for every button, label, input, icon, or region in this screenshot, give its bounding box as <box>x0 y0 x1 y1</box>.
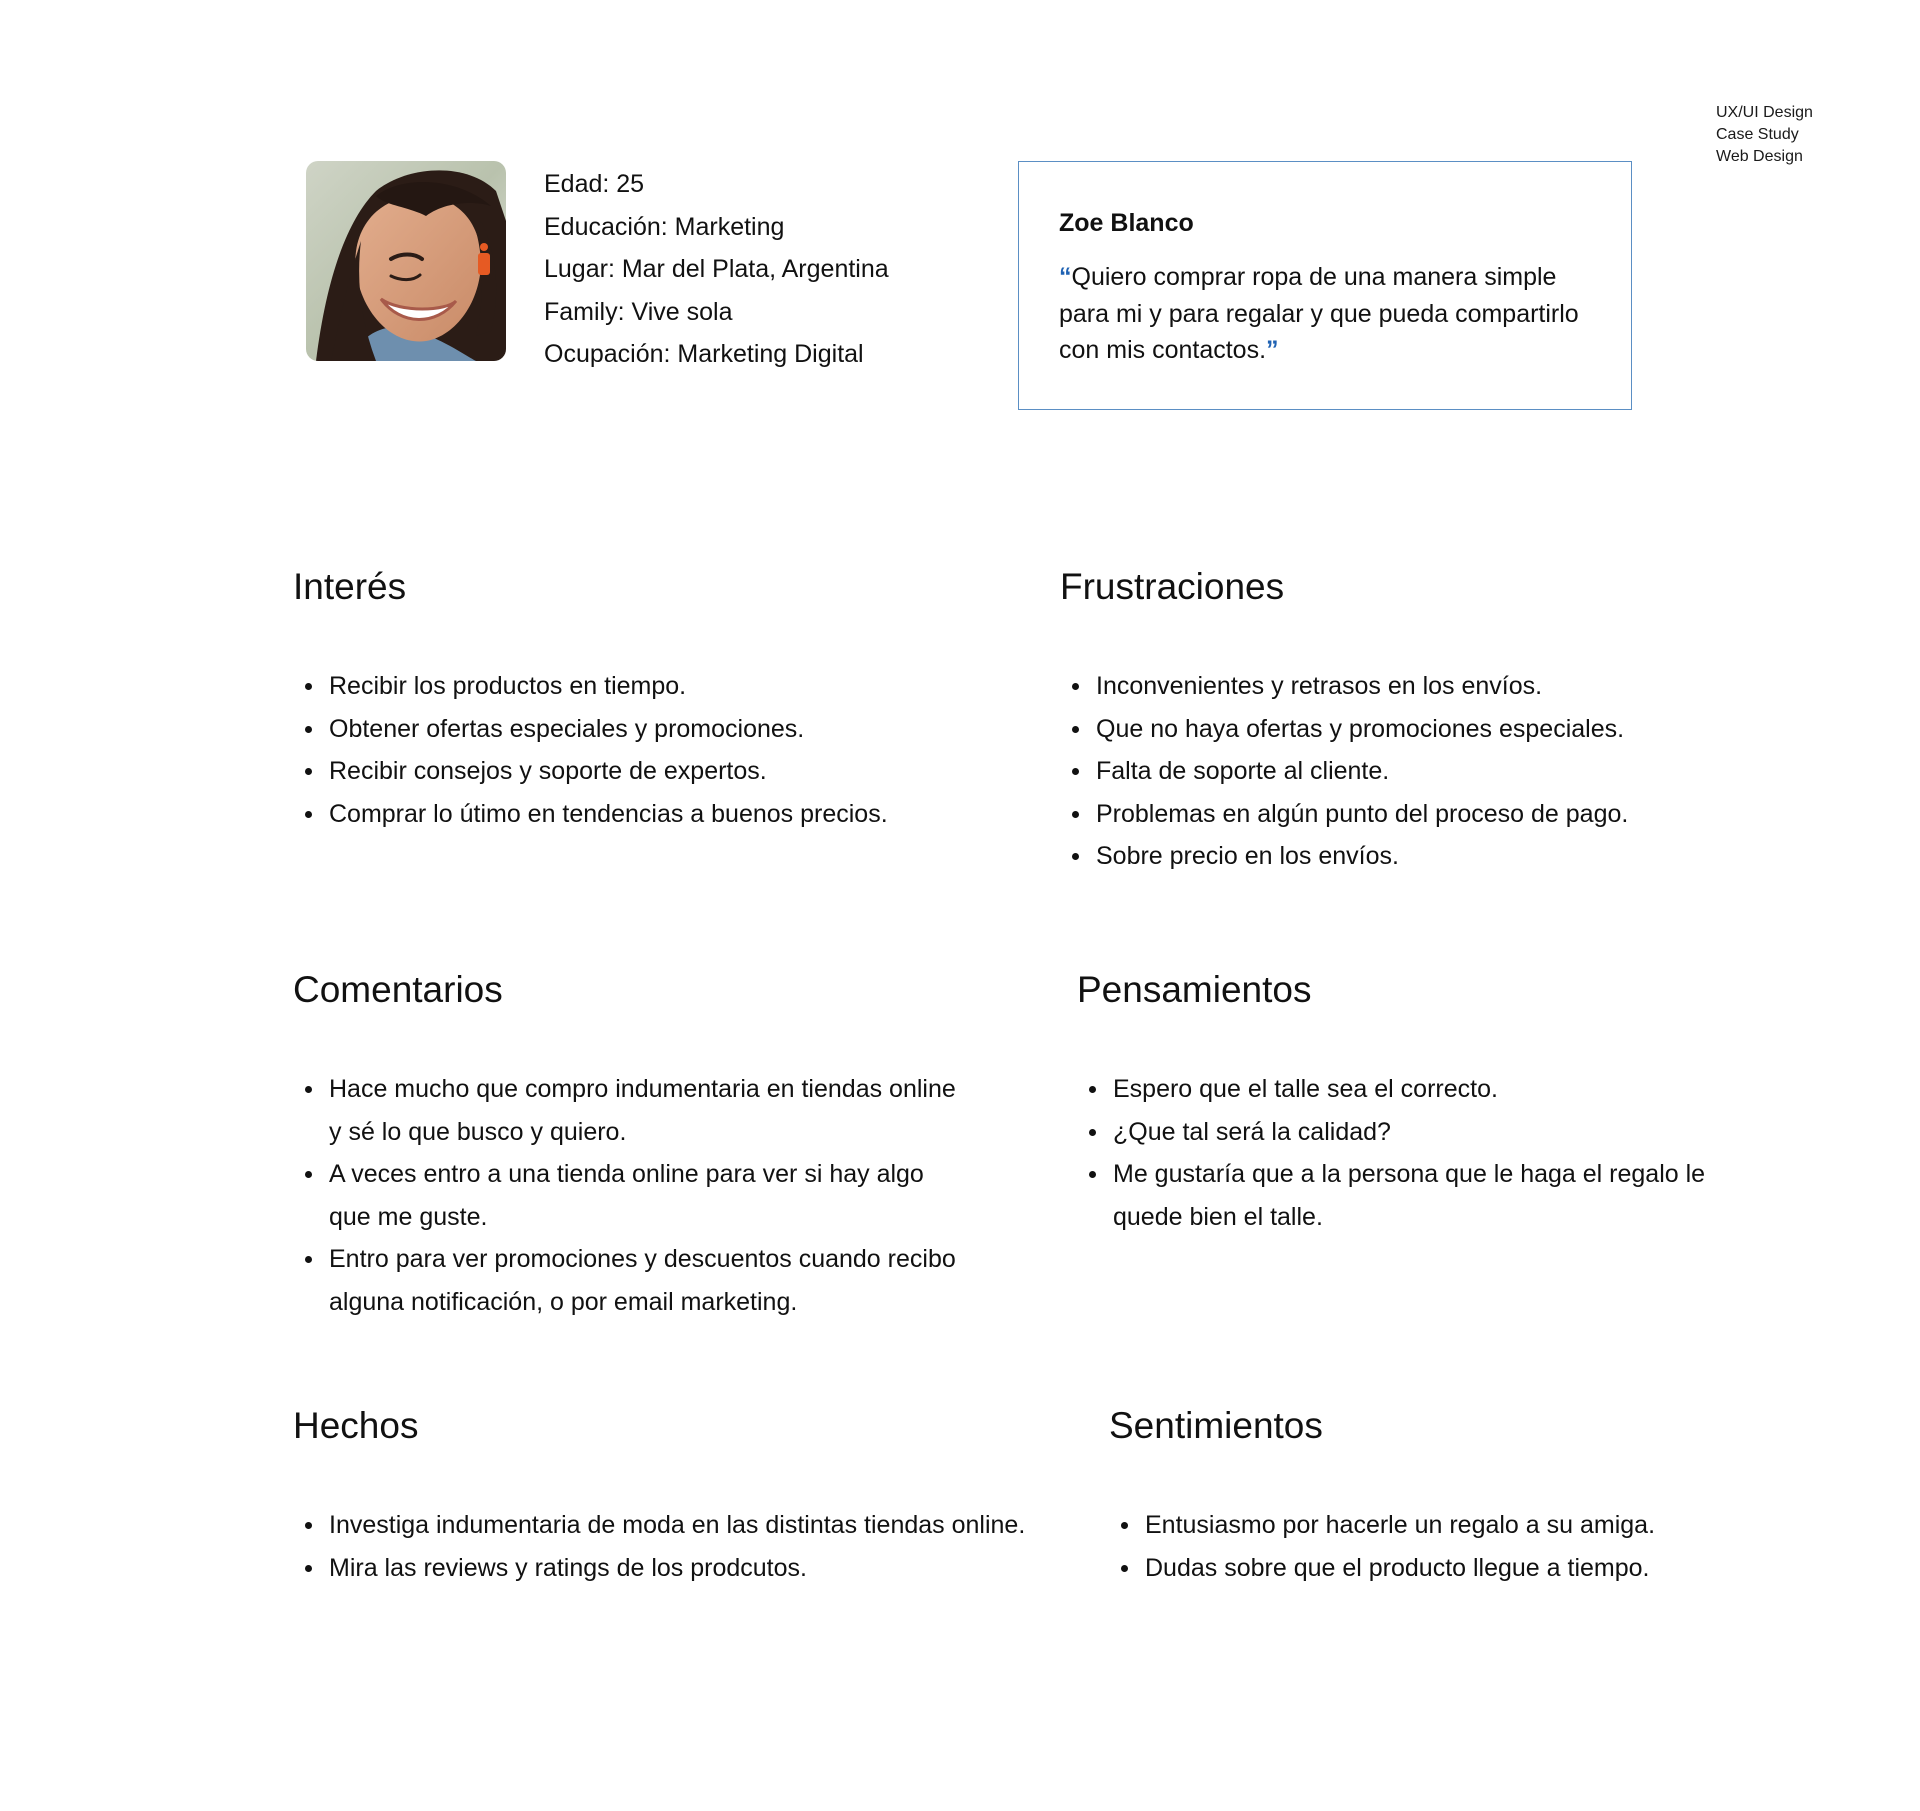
section-title-interes: Interés <box>293 566 407 607</box>
sentimientos-list <box>1109 1504 1655 1589</box>
fact-educacion: Educación: Marketing <box>544 212 785 241</box>
list-item: Recibir consejos y soporte de expertos. <box>293 750 888 793</box>
fact-ocupacion: Ocupación: Marketing Digital <box>544 340 864 368</box>
list-item: Dudas sobre que el producto llegue a tiempo. <box>1109 1547 1655 1590</box>
list-item: Comprar lo útimo en tendencias a buenos precios. <box>293 793 888 836</box>
section-frustraciones <box>1060 565 1629 870</box>
section-title-hechos: Hechos <box>293 1405 419 1446</box>
fact-family: Family: Vive sola <box>544 297 733 326</box>
list-item: Inconvenientes y retrasos en los envíos. <box>1060 665 1628 708</box>
section-pensamientos <box>1077 968 1706 1231</box>
list-item: Recibir los productos en tiempo. <box>293 665 888 708</box>
list-item: Sobre precio en los envíos. <box>1060 835 1628 878</box>
quote-text: Quiero comprar ropa de una manera simple para mi y para regalar y que pueda compartirlo con mis contactos. <box>1059 263 1579 364</box>
list-item: Entusiasmo por hacerle un regalo a su amiga. <box>1109 1504 1655 1547</box>
list-item: Que no haya ofertas y promociones especiales. <box>1060 708 1628 751</box>
section-comentarios <box>293 968 956 1316</box>
list-item: A veces entro a una tienda online para ver si hay algo que me guste. <box>293 1153 963 1238</box>
section-title-sentimientos: Sentimientos <box>1109 1405 1323 1446</box>
hechos-list <box>293 1504 1025 1589</box>
section-title-pensamientos: Pensamientos <box>1077 969 1312 1010</box>
fact-edad: Edad: 25 <box>544 170 645 198</box>
persona-photo <box>306 161 506 361</box>
list-item: Me gustaría que a la persona que le haga el regalo le quede bien el talle. <box>1077 1153 1737 1238</box>
close-quote-mark: ” <box>1266 336 1279 364</box>
section-sentimientos <box>1109 1404 1656 1582</box>
list-item: Espero que el talle sea el correcto. <box>1077 1068 1737 1111</box>
list-item: Problemas en algún punto del proceso de pago. <box>1060 793 1628 836</box>
project-tags <box>1716 102 1813 168</box>
tag-case-study: Case Study <box>1716 126 1799 143</box>
persona-facts <box>544 163 889 376</box>
tag-web-design: Web Design <box>1716 148 1803 165</box>
section-interes <box>293 565 888 828</box>
list-item: Obtener ofertas especiales y promociones. <box>293 708 888 751</box>
list-item: Hace mucho que compro indumentaria en tiendas online y sé lo que busco y quiero. <box>293 1068 963 1153</box>
interes-list <box>293 665 888 835</box>
earring <box>478 253 490 275</box>
list-item: Entro para ver promociones y descuentos cuando recibo alguna notificación, o por email marketing. <box>293 1238 963 1323</box>
persona-quote <box>1059 259 1609 369</box>
list-item: ¿Que tal será la calidad? <box>1077 1111 1737 1154</box>
section-title-comentarios: Comentarios <box>293 969 503 1010</box>
persona-portrait-image <box>306 161 506 361</box>
list-item: Investiga indumentaria de moda en las distintas tiendas online. <box>293 1504 1025 1547</box>
section-hechos <box>293 1404 1026 1582</box>
list-item: Falta de soporte al cliente. <box>1060 750 1628 793</box>
section-title-frustraciones: Frustraciones <box>1060 566 1285 607</box>
persona-name: Zoe Blanco <box>1059 209 1194 237</box>
persona-quote-card <box>1018 161 1632 410</box>
open-quote-mark: “ <box>1059 263 1072 291</box>
comentarios-list <box>293 1068 963 1323</box>
list-item: Mira las reviews y ratings de los prodcutos. <box>293 1547 1025 1590</box>
tag-uxui-design: UX/UI Design <box>1716 104 1813 121</box>
frustraciones-list <box>1060 665 1628 878</box>
fact-lugar: Lugar: Mar del Plata, Argentina <box>544 255 889 283</box>
pensamientos-list <box>1077 1068 1737 1238</box>
